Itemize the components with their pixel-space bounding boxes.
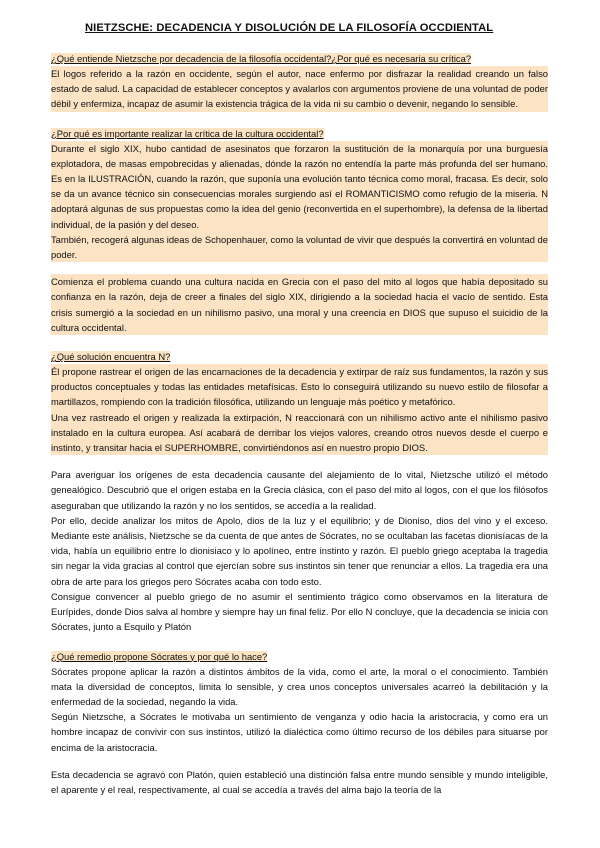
- paragraph: Sócrates propone aplicar la razón a distintos ámbitos de la vida, como el arte, la moral o el conocimiento. También mata la diversidad de conceptos, limita lo sensible, y crea unos conceptos universales acarreó la debilitación y la enfermedad de la sociedad, negando la vida.: [51, 665, 548, 707]
- paragraph: Esta decadencia se agravó con Platón, quien estableció una distinción falsa entre mundo sensible y mundo inteligible, el aparente y el real, respectivamente, al cual se accedía a través del alma bajo la teoría de la: [51, 768, 548, 795]
- document-title: NIETZSCHE: DECADENCIA Y DISOLUCIÓN DE LA FILOSOFÍA OCCDIENTAL: [85, 22, 494, 34]
- section-question: ¿Qué solución encuentra N?: [51, 351, 171, 363]
- section-decadencia: [51, 50, 548, 112]
- paragraph: También, recogerá algunas ideas de Schopenhauer, como la voluntad de vivir que después la convertirá en voluntad de poder.: [51, 232, 548, 262]
- paragraph: El logos referido a la razón en occidente, según el autor, nace enfermo por disfrazar la realidad creando un falso estado de salud. La capacidad de establecer conceptos y avalarlos con argumentos proviene de una voluntad de poder débil y enfermiza, incapaz de asumir la existencia trágica de la vida ni su cambio o devenir, negando lo sensible.: [51, 66, 548, 112]
- section-question: ¿Qué entiende Nietzsche por decadencia de la filosofía occidental?¿Por qué es necesaria su crítica?: [51, 53, 472, 64]
- paragraph: Una vez rastreado el origen y realizada la extirpación, N reaccionará con un nihilismo activo ante el nihilismo pasivo instalado en la cultura europea. Así acabará de derribar los viejos valores, creando otros nuevos desde el cuerpo e instinto, y transitar hacia el SUPERHOMBRE, convirtiéndonos así en nuestro propio DIOS.: [51, 410, 548, 456]
- section-question: ¿Qué remedio propone Sócrates y por qué lo hace?: [51, 650, 268, 662]
- section-solucion: [51, 348, 548, 634]
- section-critica-cultura: [51, 125, 548, 335]
- paragraph-gap: [51, 455, 548, 467]
- paragraph: Por ello, decide analizar los mitos de Apolo, dios de la luz y el equilibrio; y de Dioniso, dios del vino y el exceso. Mediante este análisis, Nietzsche se da cuenta de que antes de Sócrates, no se ocultaban las facetas dionisíacas de la vida, había un equilibrio entre lo dionisiaco y lo apolíneo, entre instinto y razón. El pueblo griego aceptaba la tragedia sin negar la vida gracias al control que ejercían sobre sus instintos sin tener que renunciar a ellos. La tragedia era una obra de arte para los griegos pero Sócrates acaba con todo esto.: [51, 514, 548, 587]
- paragraph: Durante el siglo XIX, hubo cantidad de asesinatos que forzaron la sustitución de la monarquía por una burguesía explotadora, de masas empobrecidas y alienadas, dónde la razón no entendía la parte más profunda del ser humano. Es en la ILUSTRACIÓN, cuando la razón, que suponía una evolución tanto técnica como moral, fracasa. Es decir, solo se da un avance técnico sin consecuencias morales surgiendo así el ROMANTICISMO como refugio de la miseria. N adoptará algunas de sus propuestas como la idea del genio (reconvertida en el superhombre), la defensa de la libertad individual, de la pasión y del deseo.: [51, 141, 548, 232]
- paragraph: Para averiguar los orígenes de esta decadencia causante del alejamiento de lo vital, Nietzsche utilizó el método genealógico. Descubrió que el origen estaba en la Grecia clásica, con el paso del mito al logos, con el que los filósofos aseguraban que utilizando la razón y no los sentidos, se accedía a la realidad.: [51, 469, 548, 511]
- paragraph-gap: [51, 755, 548, 767]
- section-remedio-socrates: [51, 648, 548, 798]
- paragraph: Él propone rastrear el origen de las encarnaciones de la decadencia y extirpar de raíz sus fundamentos, la razón y sus productos conceptuales y todas las entidades metafísicas. Esto lo conseguirá utilizando su nuevo estilo de filosofar a martillazos, rompiendo con la tradición filosófica, utilizando un lenguaje más poético y metafórico.: [51, 364, 548, 410]
- paragraph-gap: [51, 262, 548, 274]
- section-question: ¿Por qué es importante realizar la crítica de la cultura occidental?: [51, 127, 324, 139]
- paragraph: Comienza el problema cuando una cultura nacida en Grecia con el paso del mito al logos que había depositado su confianza en la razón, deja de creer a finales del siglo XIX, dirigiendo a la sociedad hacia el vacío de sentido. Esta crisis sumergió a la sociedad en un nihilismo pasivo, una moral y una creencia en DIOS que supuso el suicidio de la cultura occidental.: [51, 274, 548, 335]
- paragraph: Consigue convencer al pueblo griego de no asumir el sentimiento trágico como observamos en la literatura de Eurípides, donde Dios salva al hombre y siempre hay un final feliz. Por ello N concluye, que la decadencia se inicia con Sócrates, junto a Esquilo y Platón: [51, 590, 548, 633]
- paragraph: Según Nietzsche, a Sócrates le motivaba un sentimiento de venganza y odio hacia la aristocracia, y como era un hombre incapaz de convivir con sus instintos, utilizó la dialéctica como último recurso de los débiles para situarse por encima de la aristocracia.: [51, 711, 548, 753]
